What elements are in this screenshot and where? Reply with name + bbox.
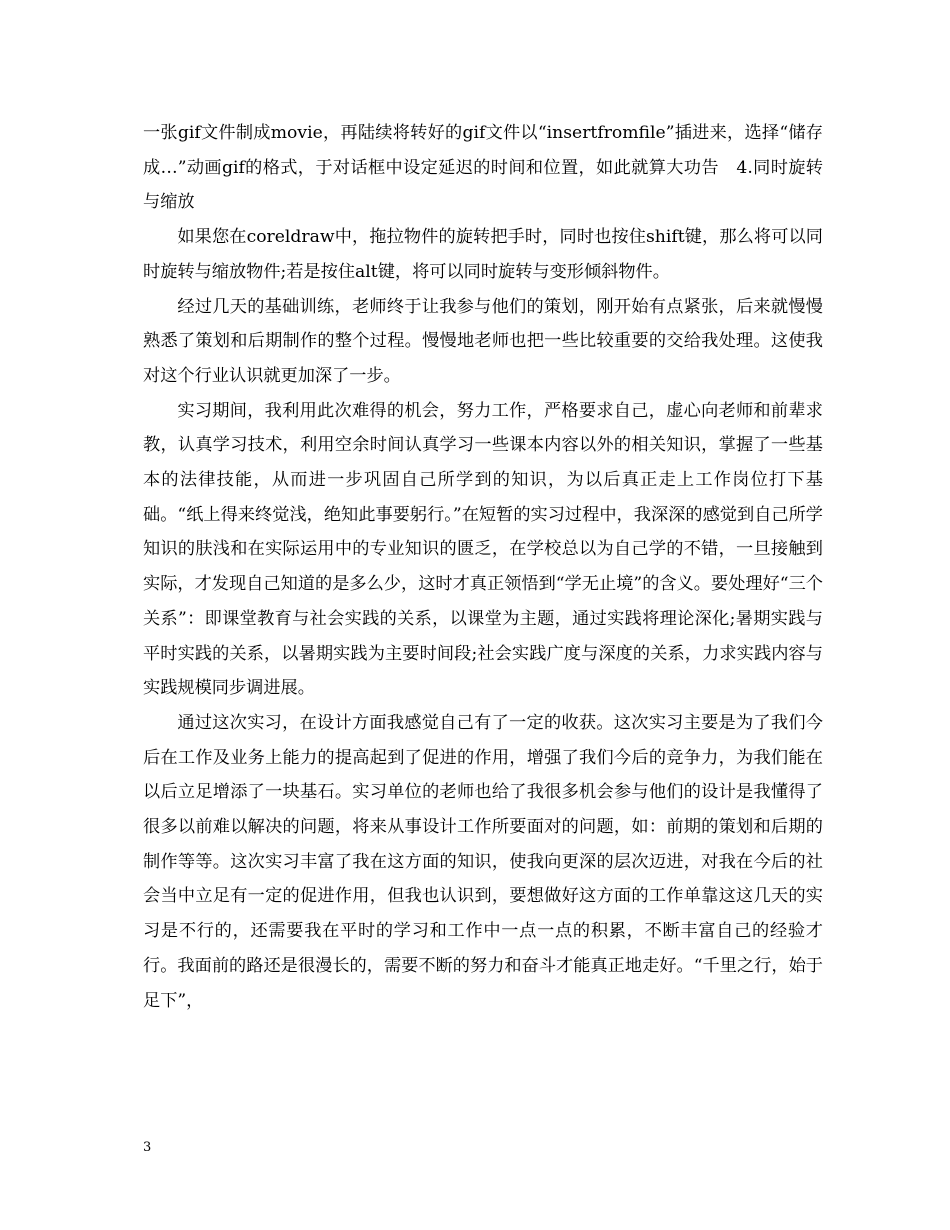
document-body xyxy=(143,116,823,1018)
page-number: 3 xyxy=(143,1140,152,1155)
paragraph-design-gains: 通过这次实习，在设计方面我感觉自己有了一定的收获。这次实习主要是为了我们今后在工作及业务上能力的提高起到了促进的作用，增强了我们今后的竞争力，为我们能在以后立足增添了一块基石。实习单位的老师也给了我很多机会参与他们的设计是我懂得了很多以前难以解决的问题，将来从事设计工作所要面对的问题，如：前期的策划和后期的制作等等。这次实习丰富了我在这方面的知识，使我向更深的层次迈进，对我在今后的社会当中立足有一定的促进作用，但我也认识到，要想做好这方面的工作单靠这这几天的实习是不行的，还需要我在平时的学习和工作中一点一点的积累，不断丰富自己的经验才行。我面前的路还是很漫长的，需要不断的努力和奋斗才能真正地走好。“千里之行，始于足下”， xyxy=(143,712,823,1011)
paragraph-training: 经过几天的基础训练，老师终于让我参与他们的策划，刚开始有点紧张，后来就慢慢熟悉了策划和后期制作的整个过程。慢慢地老师也把一些比较重要的交给我处理。这使我对这个行业认识就更加深了一步。 xyxy=(143,296,823,386)
paragraph-internship-period: 实习期间，我利用此次难得的机会，努力工作，严格要求自己，虚心向老师和前辈求教，认真学习技术，利用空余时间认真学习一些课本内容以外的相关知识，掌握了一些基本的法律技能，从而进一步巩固自己所学到的知识，为以后真正走上工作岗位打下基础。“纸上得来终觉浅，绝知此事要躬行。”在短暂的实习过程中，我深深的感觉到自己所学知识的肤浅和在实际运用中的专业知识的匮乏，在学校总以为自己学的不错，一旦接触到实际，才发现自己知道的是多么少，这时才真正领悟到“学无止境”的含义。要处理好“三个关系”：即课堂教育与社会实践的关系，以课堂为主题，通过实践将理论深化;暑期实践与平时实践的关系，以暑期实践为主要时间段;社会实践广度与深度的关系，力求实践内容与实践规模同步调进展。 xyxy=(143,400,823,699)
paragraph-coreldraw-tip: 如果您在coreldraw中，拖拉物件的旋转把手时，同时也按住shift键，那么将可以同时旋转与缩放物件;若是按住alt键，将可以同时旋转与变形倾斜物件。 xyxy=(143,227,823,282)
paragraph-continued: 一张gif文件制成movie，再陆续将转好的gif文件以“insertfromfile”插进来，选择“储存成…”动画gif的格式，于对话框中设定延迟的时间和位置，如此就算大功告 4.同时旋转与缩放 xyxy=(143,123,823,213)
